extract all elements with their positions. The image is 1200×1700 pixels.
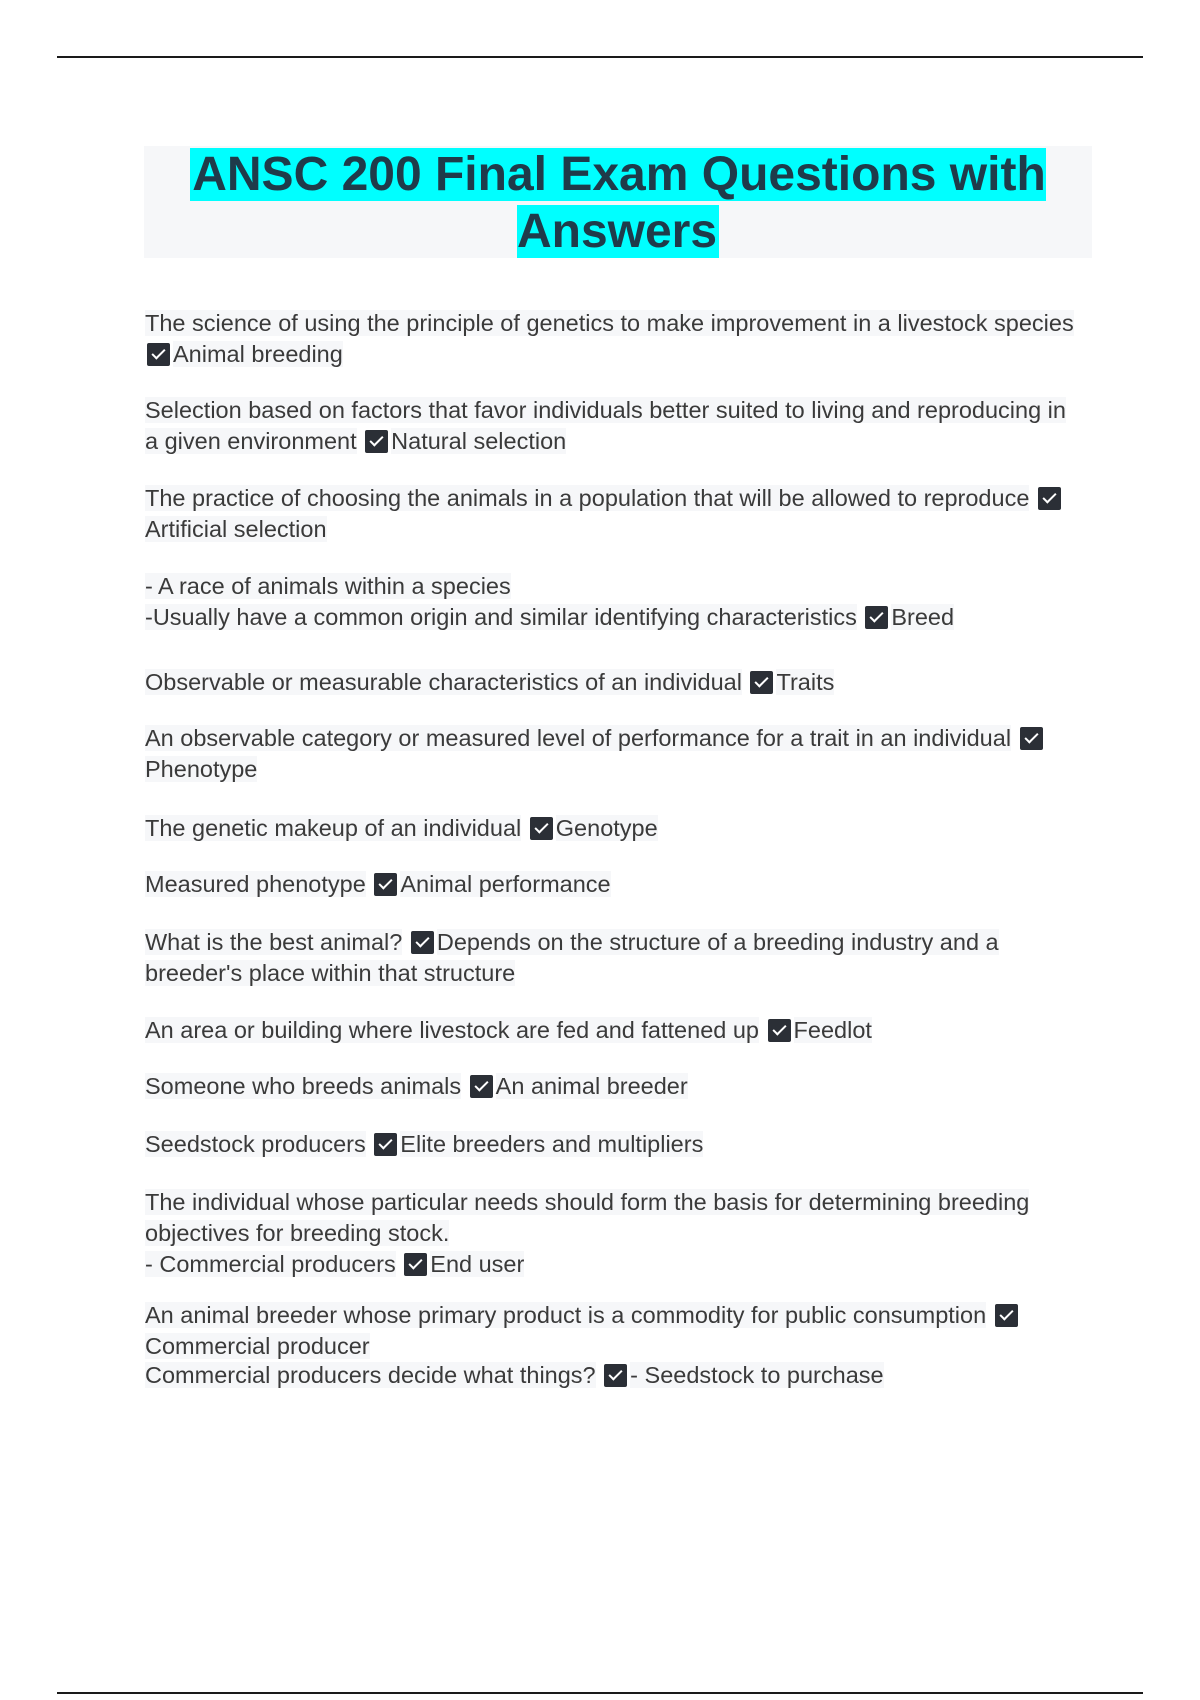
checkmark-icon — [147, 343, 170, 366]
question-text: An area or building where livestock are fed and fattened up — [145, 1017, 760, 1043]
checkmark-icon — [374, 873, 397, 896]
qa-item — [145, 1300, 1075, 1362]
question-text: The genetic makeup of an individual — [145, 815, 522, 841]
answer-text: - Seedstock to purchase — [630, 1362, 884, 1388]
checkmark-icon — [470, 1075, 493, 1098]
qa-item — [145, 1015, 1075, 1046]
checkmark-icon — [404, 1253, 427, 1276]
question-text: Seedstock producers — [145, 1131, 366, 1157]
qa-item — [145, 667, 1075, 698]
qa-item — [145, 483, 1075, 545]
checkmark-icon — [411, 931, 434, 954]
qa-item — [145, 1187, 1075, 1280]
title-block — [144, 146, 1092, 258]
checkmark-icon — [995, 1304, 1018, 1327]
answer-text: Commercial producer — [145, 1333, 370, 1359]
qa-item — [145, 813, 1075, 844]
answer-text: An animal breeder — [495, 1073, 688, 1099]
question-text: What is the best animal? — [145, 929, 403, 955]
qa-item — [145, 395, 1075, 457]
footer-rule — [57, 1692, 1143, 1694]
question-text: The practice of choosing the animals in a population that will be allowed to reproduce — [145, 485, 1030, 511]
question-text: Someone who breeds animals — [145, 1073, 462, 1099]
answer-text: Natural selection — [391, 428, 567, 454]
checkmark-icon — [365, 430, 388, 453]
answer-text: Animal performance — [400, 871, 611, 897]
question-text: - A race of animals within a species — [145, 573, 511, 599]
answer-text: Depends on the structure of a breeding industry and a breeder's place within that structure — [145, 929, 999, 986]
answer-text: Genotype — [555, 815, 658, 841]
question-text: Commercial producers decide what things? — [145, 1362, 596, 1388]
page-title — [144, 146, 1092, 260]
answer-text: End user — [430, 1251, 525, 1277]
checkmark-icon — [1020, 727, 1043, 750]
checkmark-icon — [750, 671, 773, 694]
answer-text: Breed — [891, 604, 955, 630]
question-text: The individual whose particular needs should form the basis for determining breeding objectives for breeding stock. — [145, 1189, 1030, 1246]
qa-item — [145, 723, 1075, 785]
answer-text: Artificial selection — [145, 516, 327, 542]
qa-item — [145, 308, 1075, 370]
checkmark-icon — [604, 1364, 627, 1387]
qa-item — [145, 1360, 1075, 1391]
qa-item — [145, 869, 1075, 900]
qa-item — [145, 1071, 1075, 1102]
qa-item — [145, 571, 1075, 633]
checkmark-icon — [1038, 487, 1061, 510]
title-highlight: ANSC 200 Final Exam Questions with Answers — [192, 148, 1046, 258]
checkmark-icon — [530, 817, 553, 840]
qa-item — [145, 1129, 1075, 1160]
question-text: -Usually have a common origin and similar identifying characteristics — [145, 604, 857, 630]
qa-item — [145, 927, 1075, 989]
question-text: Observable or measurable characteristics of an individual — [145, 669, 742, 695]
answer-text: Animal breeding — [173, 341, 343, 367]
question-text: The science of using the principle of genetics to make improvement in a livestock species — [145, 310, 1074, 336]
question-text: An animal breeder whose primary product is a commodity for public consumption — [145, 1302, 987, 1328]
checkmark-icon — [865, 606, 888, 629]
question-text: Selection based on factors that favor individuals better suited to living and reproducing in a given environment — [145, 397, 1066, 454]
answer-text: Phenotype — [145, 756, 258, 782]
question-text: Measured phenotype — [145, 871, 366, 897]
header-rule — [57, 56, 1143, 58]
question-text: An observable category or measured level of performance for a trait in an individual — [145, 725, 1012, 751]
answer-text: Elite breeders and multipliers — [400, 1131, 704, 1157]
question-text: - Commercial producers — [145, 1251, 396, 1277]
answer-text: Traits — [776, 669, 835, 695]
checkmark-icon — [768, 1019, 791, 1042]
answer-text: Feedlot — [793, 1017, 872, 1043]
checkmark-icon — [374, 1133, 397, 1156]
